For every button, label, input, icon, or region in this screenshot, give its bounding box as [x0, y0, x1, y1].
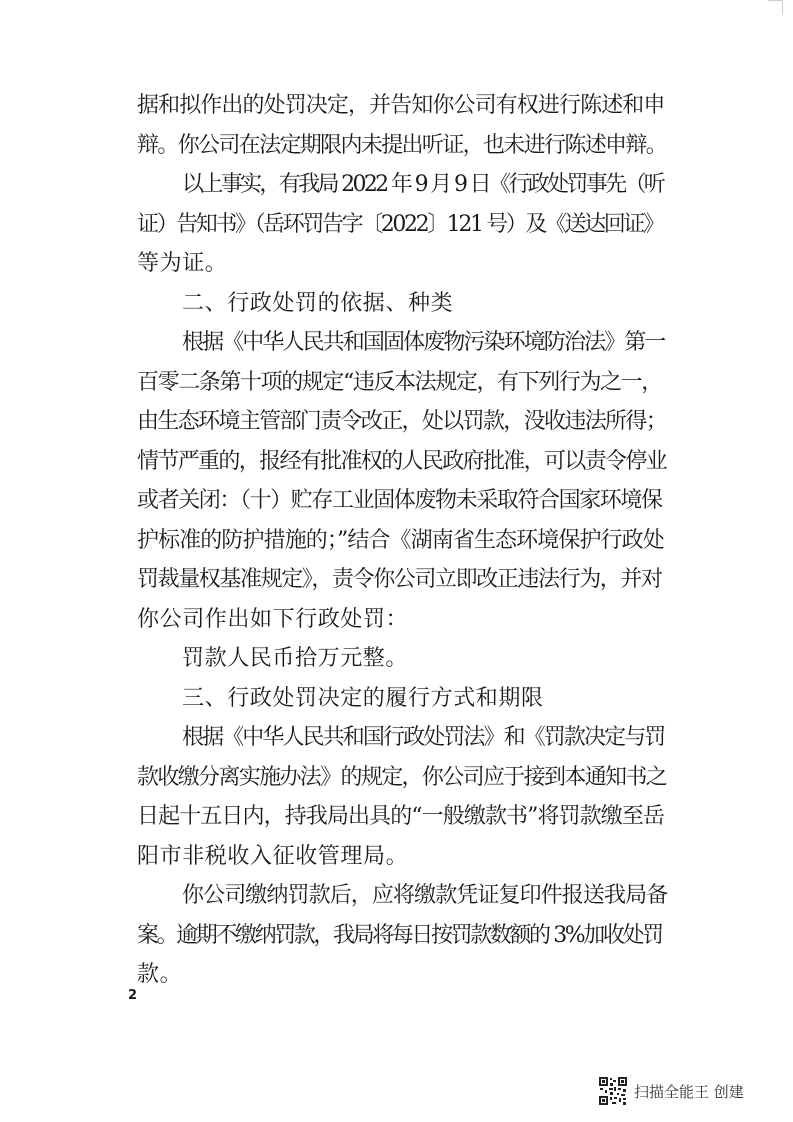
- text-line: 等为证。: [137, 251, 228, 276]
- text-line: 罚裁量权基准规定》，责令你公司立即改正违法行为，并对: [137, 567, 662, 592]
- text-line: 三、行政处罚决定的履行方式和期限: [182, 685, 544, 711]
- text-line: 你公司缴纳罚款后，应将缴款凭证复印件报送我局备: [182, 883, 668, 908]
- text-line: 你公司作出如下行政处罚：: [137, 606, 409, 632]
- scan-corner-mark: [768, 0, 783, 15]
- text-line: 据和拟作出的处罚决定，并告知你公司有权进行陈述和申: [137, 93, 665, 118]
- text-line: 阳市非税收入征收管理局。: [137, 843, 409, 869]
- text-line: 案。逾期不缴纳罚款，我局将每日按罚款数额的 3%加收处罚: [137, 922, 662, 948]
- text-line: 款。: [137, 962, 183, 987]
- watermark-text: 扫描全能王 创建: [634, 1082, 744, 1101]
- text-line: 由生态环境主管部门责令改正，处以罚款，没收违法所得；: [137, 409, 667, 434]
- text-line: 证）告知书》（岳环罚告字〔2022〕121 号）及《送达回证》: [137, 211, 663, 237]
- document-body: [137, 86, 667, 995]
- qr-code-icon: [598, 1076, 628, 1106]
- text-line: 日起十五日内，持我局出具的“一般缴款书”将罚款缴至岳: [137, 804, 665, 829]
- text-line: 根据《中华人民共和国固体废物污染环境防治法》第一: [182, 330, 665, 355]
- page-number: 2: [128, 988, 138, 1003]
- text-line: 百零二条第十项的规定“违反本法规定，有下列行为之一，: [137, 369, 662, 395]
- text-line: 款收缴分离实施办法》的规定，你公司应于接到本通知书之: [137, 764, 667, 790]
- text-line: 辩。你公司在法定期限内未提出听证，也未进行陈述申辩。: [137, 132, 667, 158]
- text-line: 护标准的防护措施的；”结合《湖南省生态环境保护行政处: [137, 527, 664, 553]
- text-line: 罚款人民币拾万元整。: [182, 646, 409, 671]
- text-line: 情节严重的，报经有批准权的人民政府批准，可以责令停业: [137, 448, 667, 474]
- text-line: 根据《中华人民共和国行政处罚法》和《罚款决定与罚: [182, 725, 665, 750]
- text-line: 以上事实，有我局 2022 年 9 月 9 日《行政处罚事先（听: [182, 172, 664, 197]
- text-line: 或者关闭：（十）贮存工业固体废物未采取符合国家环境保: [137, 488, 662, 513]
- scanner-watermark: [598, 1073, 744, 1109]
- text-line: 二、行政处罚的依据、种类: [182, 290, 454, 316]
